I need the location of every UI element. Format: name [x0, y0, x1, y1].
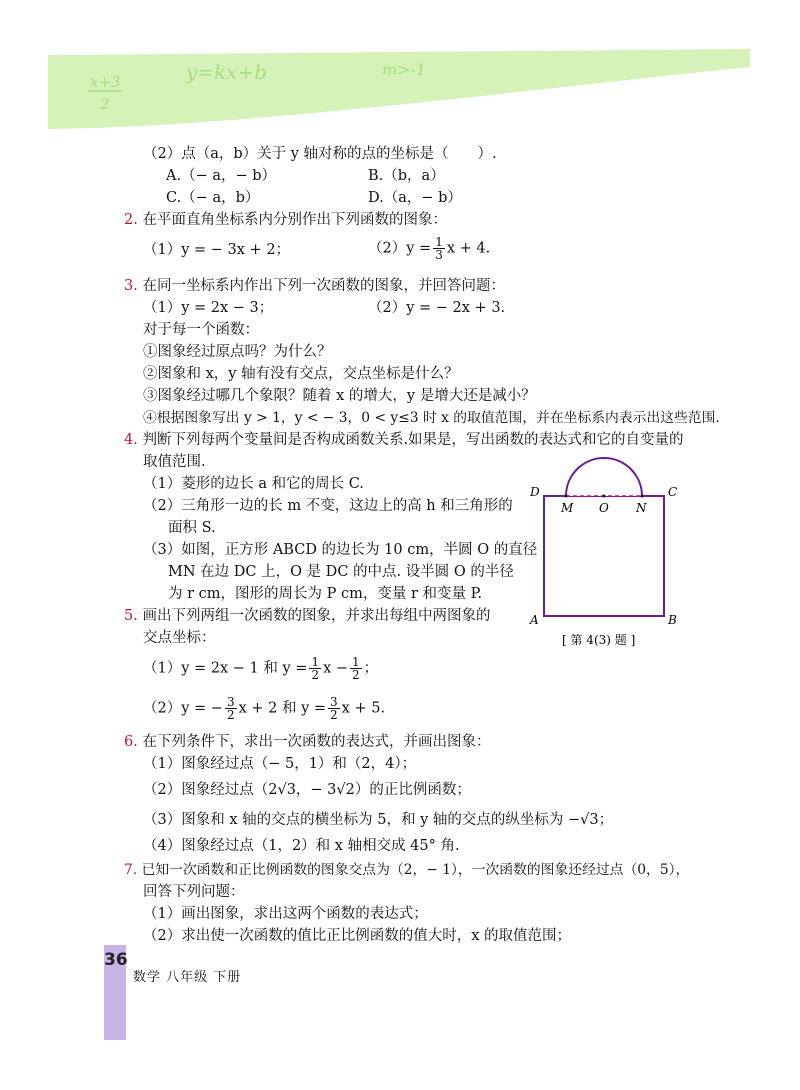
label-b: B — [668, 613, 677, 627]
q1-2-line: （2）点（a，b）关于 y 轴对称的点的坐标是（ ）. — [143, 146, 497, 162]
q7-number: 7. — [124, 862, 138, 878]
header-banner — [48, 47, 750, 129]
label-d: D — [530, 485, 540, 499]
option-b: B.（b，a） — [368, 168, 445, 184]
point-m — [565, 495, 568, 498]
q7-text: 已知一次函数和正比例函数的图象交点为（2，− 1），一次函数的图象还经过点（0，5）， — [141, 862, 690, 878]
q6-number: 6. — [124, 734, 138, 750]
page-number: 36 — [104, 950, 128, 970]
label-m: M — [561, 501, 574, 515]
book-title: 数学 八年级 下册 — [133, 970, 242, 985]
option-c: C.（− a，b） — [166, 190, 260, 206]
q5-number: 5. — [124, 608, 138, 624]
option-a: A.（− a，− b） — [166, 168, 277, 184]
q4-text: 判断下列每两个变量间是否构成函数关系.如果是，写出函数的表达式和它的自变量的 — [142, 432, 684, 448]
q7-text-cont: 回答下列问题： — [143, 884, 245, 900]
label-o: O — [599, 501, 609, 515]
q3-item-2: （2）y = − 2x + 3. — [368, 300, 506, 316]
q6-item-4: （4）图象经过点（1，2）和 x 轴相交成 45° 角. — [143, 838, 460, 854]
q4-number: 4. — [124, 432, 138, 448]
q3-sub-1: ①图象经过原点吗？为什么？ — [143, 344, 332, 360]
q6-item-1: （1）图象经过点（− 5，1）和（2，4）； — [143, 756, 417, 772]
q5-line — [124, 606, 490, 626]
q5-item-1: （1）y = 2x − 1 和 y = $\frac{1}{2}$ x − $\frac{1}{2}$ ； — [143, 655, 379, 682]
q7-item-1: （1）画出图象，求出这两个函数的表达式； — [143, 906, 428, 922]
q5-text: 画出下列两组一次函数的图象，并求出每组中两图象的 — [142, 608, 491, 624]
banner-formula-ineq: m>-1 — [382, 60, 427, 79]
option-d: D.（a，− b） — [368, 190, 462, 206]
q3-number: 3. — [124, 278, 138, 294]
q7-item-2: （2）求出使一次函数的值比正比例函数的值大时，x 的取值范围； — [143, 928, 572, 944]
banner-frac-bottom: 2 — [100, 95, 110, 113]
q4-item-2-cont: 面积 S. — [168, 520, 216, 536]
semicircle-o — [566, 458, 642, 496]
banner-formula-linear: y=kx+b — [186, 60, 268, 84]
q2-text: 在平面直角坐标系内分别作出下列函数的图象： — [142, 212, 447, 228]
q4-item-3-cont2: 为 r cm，图形的周长为 P cm，变量 r 和变量 P. — [168, 586, 483, 602]
q2-item-1: （1）y = − 3x + 2； — [143, 242, 291, 258]
q3-sub-3: ③图象经过哪几个象限？随着 x 的增大，y 是增大还是减小？ — [143, 388, 536, 404]
q7-line — [124, 860, 689, 880]
q4-item-3-cont1: MN 在边 DC 上，O 是 DC 的中点. 设半圆 O 的半径 — [168, 564, 514, 580]
figure-caption: [ 第 4(3) 题 ] — [562, 633, 636, 647]
q4-item-1: （1）菱形的边长 a 和它的周长 C. — [143, 476, 364, 492]
q6-line — [124, 732, 490, 752]
q4-item-3: （3）如图，正方形 ABCD 的边长为 10 cm，半圆 O 的直径 — [143, 542, 538, 558]
q3-subhead: 对于每一个函数： — [143, 322, 259, 338]
q2-number: 2. — [124, 212, 138, 228]
q3-line — [124, 276, 505, 296]
label-a: A — [530, 613, 539, 627]
q4-text-cont: 取值范围. — [143, 454, 206, 470]
square-semicircle-figure — [524, 448, 684, 648]
fraction: $\frac{1}{3}$ — [435, 235, 443, 262]
label-n: N — [636, 501, 647, 515]
q5-item-2: （2）y = − $\frac{3}{2}$ x + 2 和 y = $\frac{3}{2}$ x + 5. — [143, 695, 386, 722]
point-n — [641, 495, 644, 498]
q6-text: 在下列条件下，求出一次函数的表达式，并画出图象： — [142, 734, 491, 750]
banner-frac-top: x+3 — [90, 73, 121, 91]
q3-sub-2: ②图象和 x，y 轴有没有交点，交点坐标是什么？ — [143, 366, 459, 382]
q4-line — [124, 430, 684, 450]
q2-line — [124, 210, 447, 230]
q6-item-3: （3）图象和 x 轴的交点的横坐标为 5，和 y 轴的交点的纵坐标为 −√3； — [143, 812, 614, 828]
q3-sub-4: ④根据图象写出 y > 1，y < − 3，0 < y≤3 时 x 的取值范围，并在坐标系内表示出这些范围. — [143, 410, 720, 426]
q3-item-1: （1）y = 2x − 3； — [143, 300, 274, 316]
q3-text: 在同一坐标系内作出下列一次函数的图象，并回答问题： — [142, 278, 505, 294]
label-c: C — [668, 485, 678, 499]
q4-item-2: （2）三角形一边的长 m 不变，这边上的高 h 和三角形的 — [143, 498, 513, 514]
q2-item-2: （2）y = $\frac{1}{3}$ x + 4. — [368, 235, 491, 262]
q5-text-cont: 交点坐标： — [143, 630, 216, 646]
point-o — [603, 495, 606, 498]
q6-item-2: （2）图象经过点（2√3，− 3√2）的正比例函数； — [143, 782, 471, 798]
